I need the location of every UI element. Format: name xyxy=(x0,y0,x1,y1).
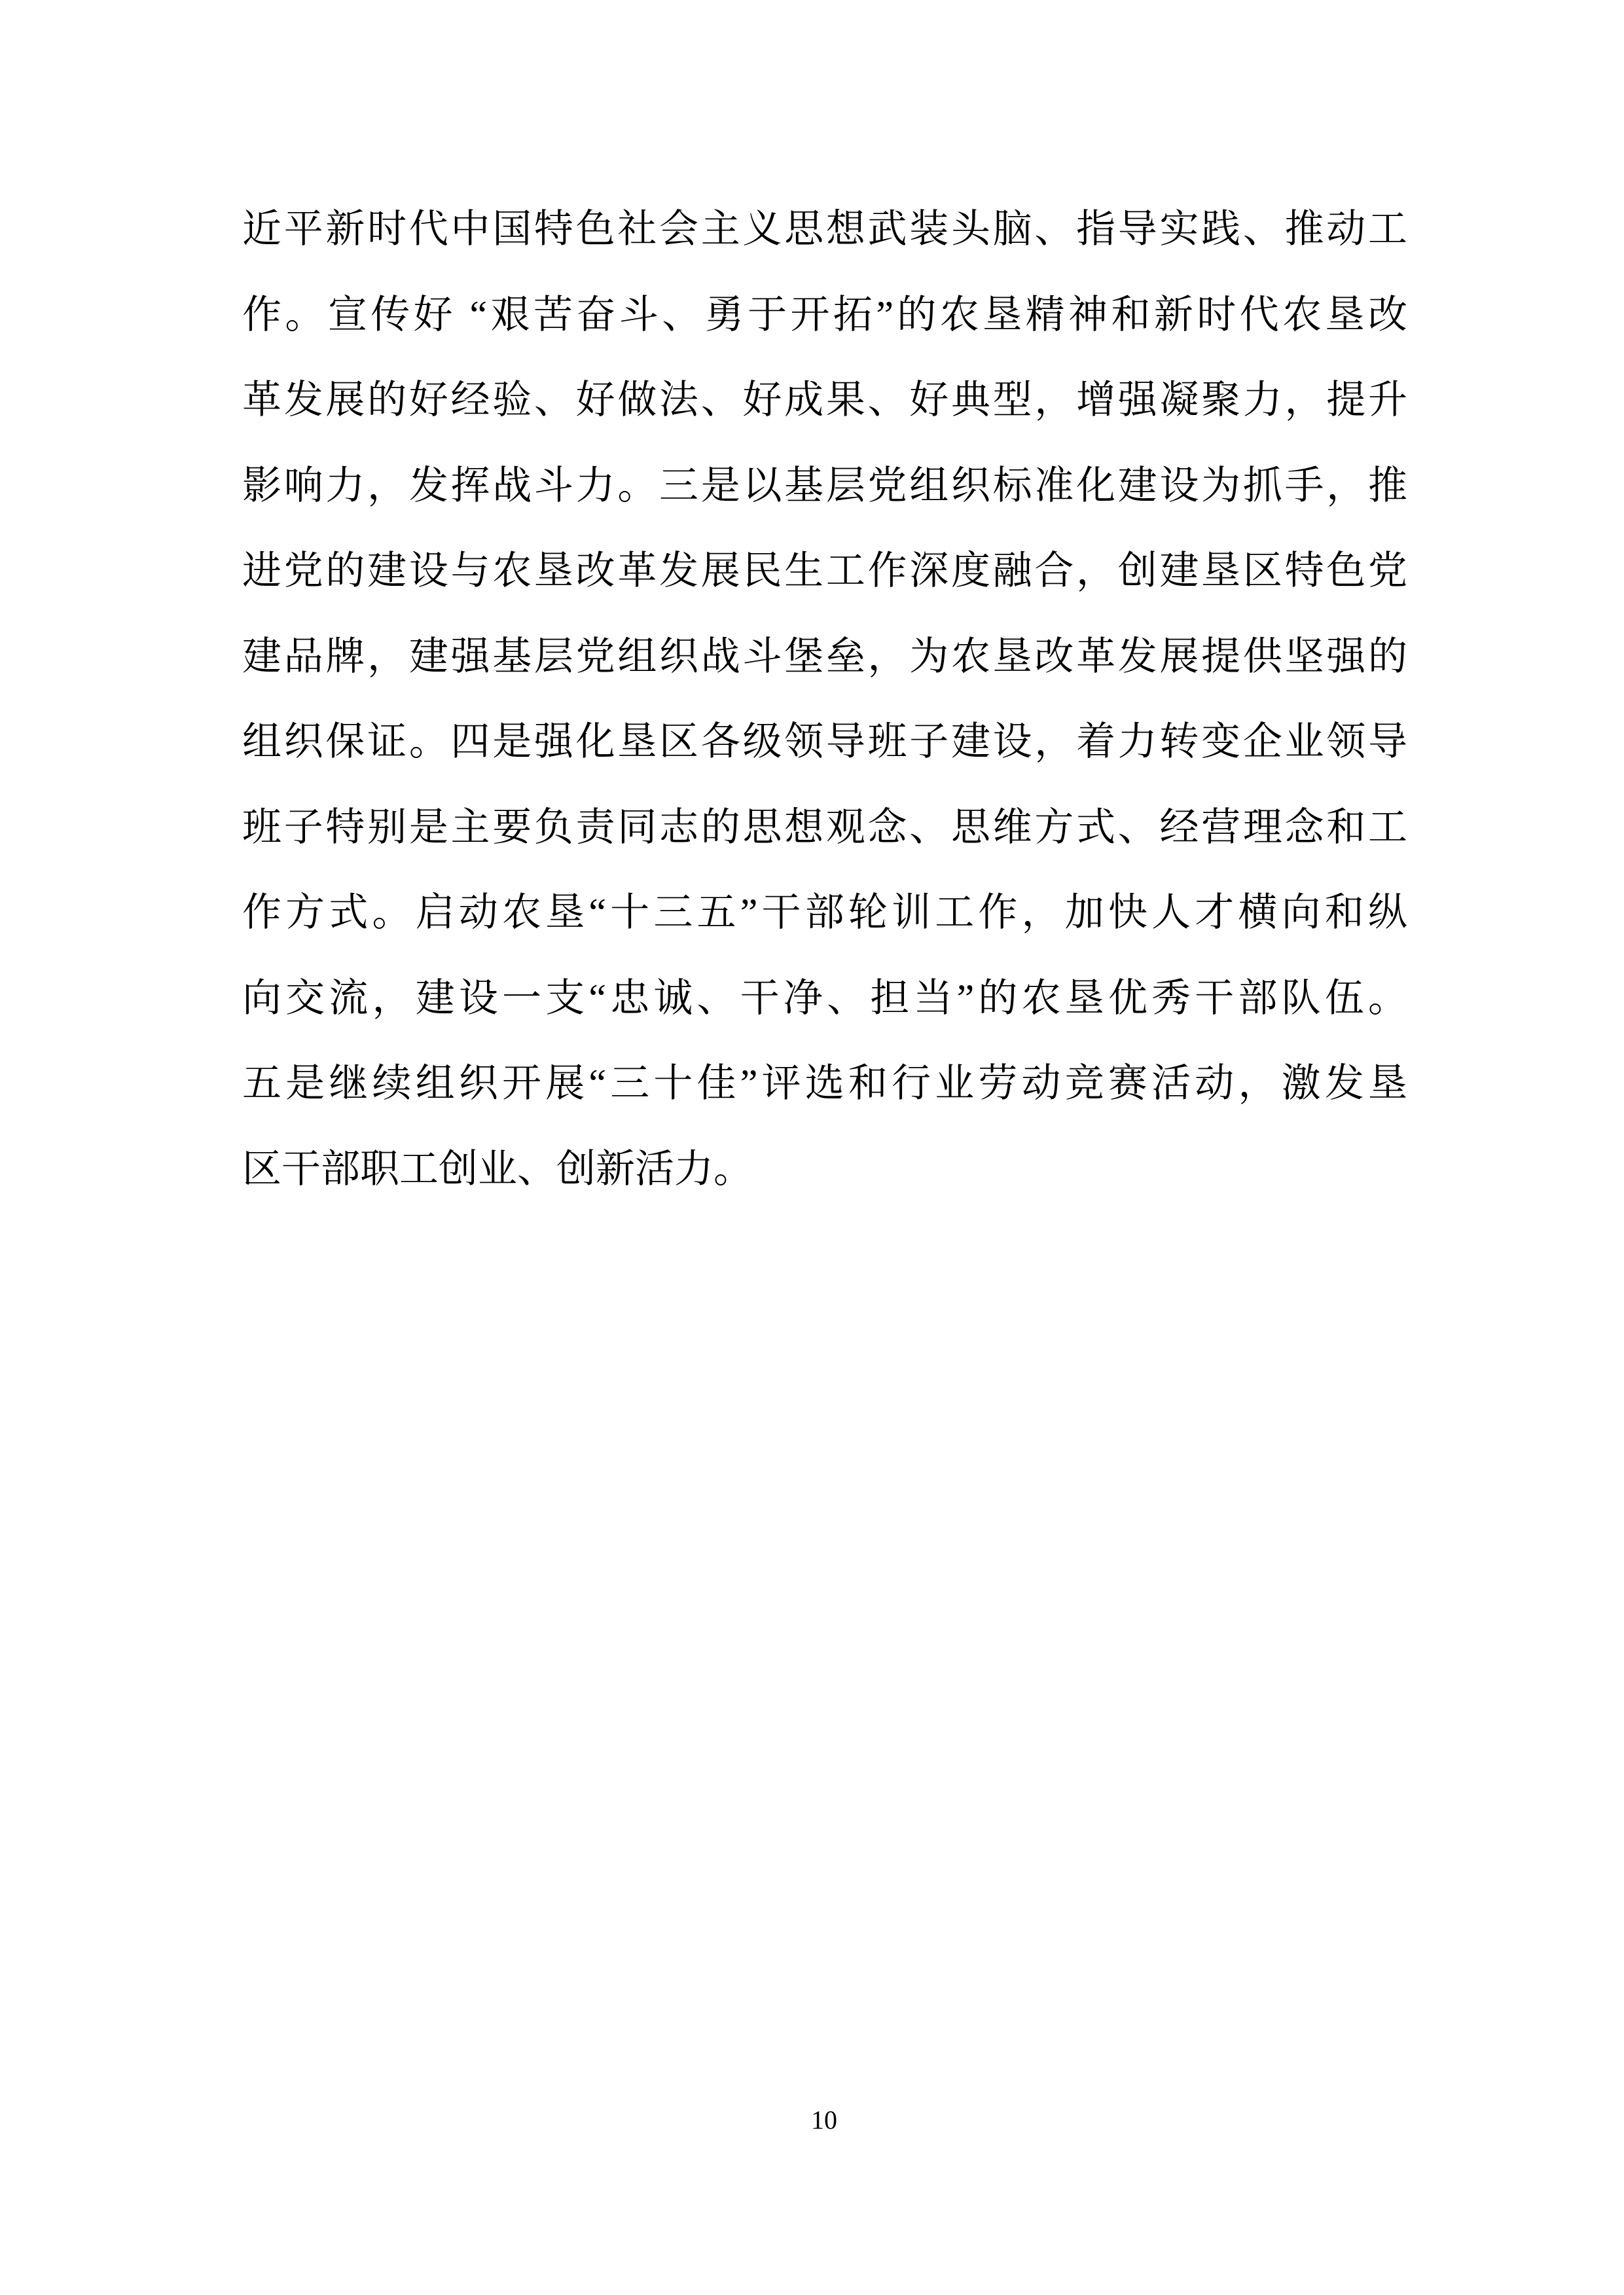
text-line: 向交流，建设一支“忠诚、干净、担当”的农垦优秀干部队伍。 xyxy=(242,976,1407,1020)
text-line: 作方式。启动农垦“十三五”干部轮训工作，加快人才横向和纵 xyxy=(242,891,1407,934)
text-line: 建品牌，建强基层党组织战斗堡垒，为农垦改革发展提供坚强的 xyxy=(242,634,1407,678)
text-line: 影响力，发挥战斗力。三是以基层党组织标准化建设为抓手，推 xyxy=(242,463,1407,507)
page-number: 10 xyxy=(811,2105,837,2135)
text-line: 近平新时代中国特色社会主义思想武装头脑、指导实践、推动工 xyxy=(242,208,1407,251)
text-line: 班子特别是主要负责同志的思想观念、思维方式、经营理念和工 xyxy=(242,805,1407,849)
text-line: 区干部职工创业、创新活力。 xyxy=(242,1147,753,1191)
body-text-block xyxy=(242,187,1407,1212)
text-line: 革发展的好经验、好做法、好成果、好典型，增强凝聚力，提升 xyxy=(242,378,1407,422)
text-line: 五是继续组织开展“三十佳”评选和行业劳动竞赛活动，激发垦 xyxy=(242,1062,1407,1105)
text-line: 进党的建设与农垦改革发展民生工作深度融合，创建垦区特色党 xyxy=(242,549,1407,592)
text-line: 作。宣传好 “艰苦奋斗、勇于开拓”的农垦精神和新时代农垦改 xyxy=(242,293,1407,336)
text-line: 组织保证。四是强化垦区各级领导班子建设，着力转变企业领导 xyxy=(242,720,1407,763)
